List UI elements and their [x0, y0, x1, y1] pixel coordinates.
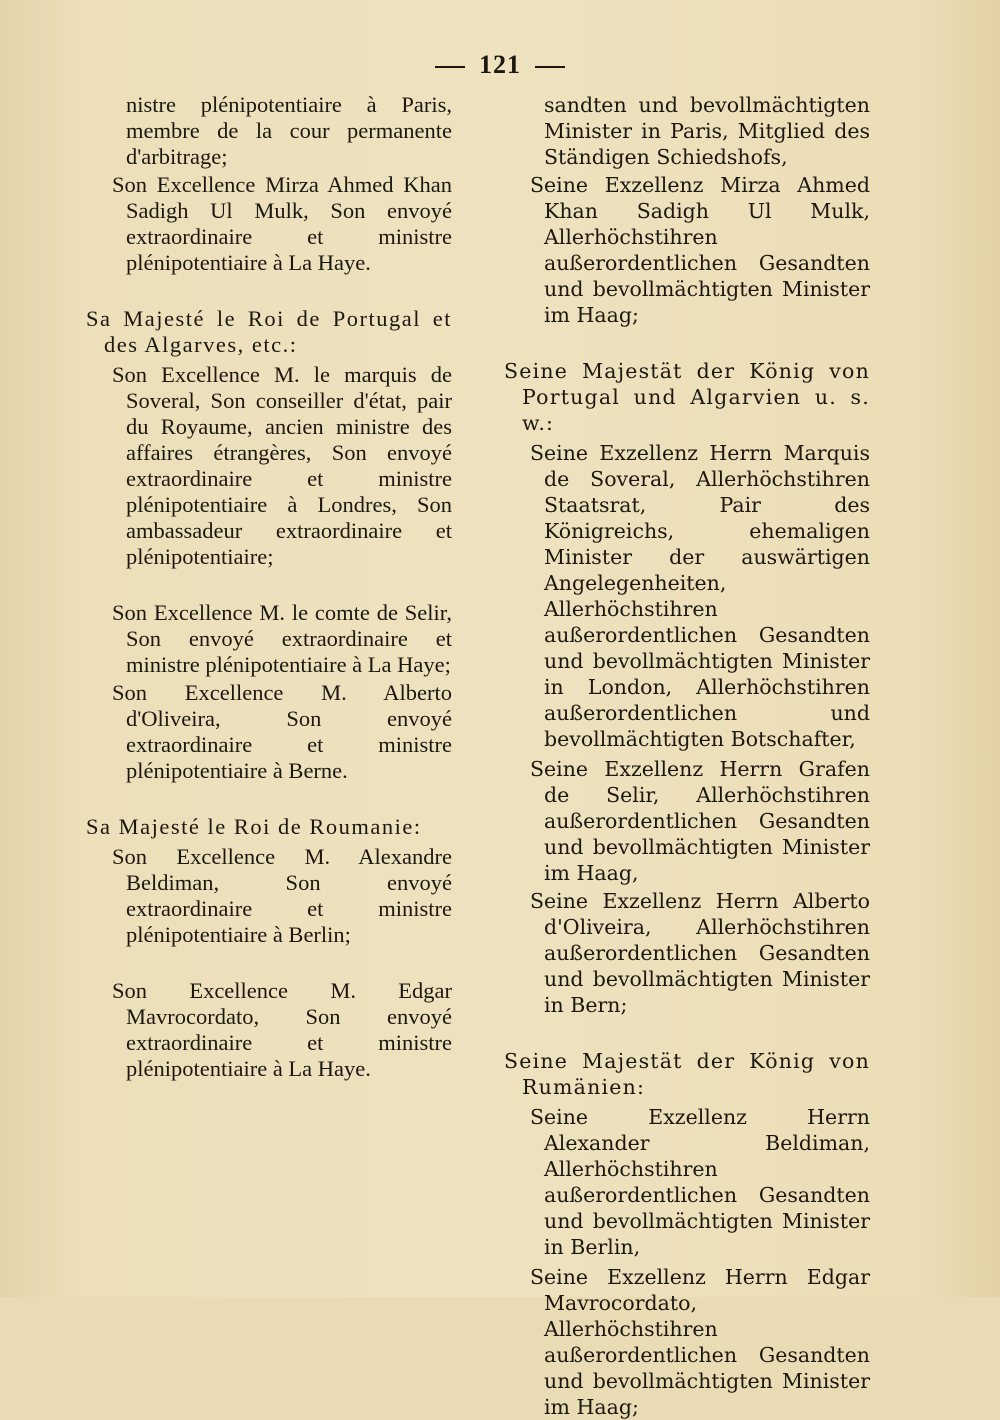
de-plenipotentiary-entry: Seine Exzellenz Herrn Edgar Mavrocordato, Allerhöchstihren außerordentlichen Gesandten und bevollmächtigten Minister im Haag;	[530, 1265, 870, 1419]
de-sovereign-heading: Seine Majestät der König von Rumänien:	[504, 1049, 870, 1099]
header-dash-left	[435, 66, 465, 68]
de-plenipotentiary-entry: Seine Exzellenz Herrn Alexander Beldiman, Allerhöchstihren außerordentlichen Gesandten und bevollmächtigten Minister in Berlin,	[530, 1105, 870, 1259]
fr-sovereign-heading: Sa Majesté le Roi de Portugal et des Algarves, etc.:	[86, 306, 452, 357]
de-plenipotentiary-entry: Seine Exzellenz Mirza Ahmed Khan Sadigh Ul Mulk, Allerhöchstihren außerordentlichen Gesandten und bevollmächtigten Minister im Haag;	[530, 173, 870, 327]
fr-paragraph: nistre plénipotentiaire à Paris, membre de la cour permanente d'arbitrage;	[126, 92, 452, 169]
fr-plenipotentiary-entry: Son Excellence M. le marquis de Soveral, Son conseiller d'état, pair du Royaume, ancien ministre des affaires étrangères, Son envoyé extraordinaire et ministre plénipotentiaire à Londres, Son ambassadeur extraordinaire et plénipotentiaire;	[112, 362, 452, 569]
fr-plenipotentiary-entry: Son Excellence M. Edgar Mavrocordato, Son envoyé extraordinaire et ministre plénipotentiaire à La Haye.	[112, 978, 452, 1081]
de-sovereign-heading: Seine Majestät der König von Portugal und Algarvien u. s. w.:	[504, 359, 870, 435]
de-plenipotentiary-entry: Seine Exzellenz Herrn Marquis de Soveral, Allerhöchstihren Staatsrat, Pair des Königreichs, ehemaligen Minister der auswärtigen Angelegenheiten, Allerhöchstihren außerordentlichen Gesandten und bevollmächtigten Minister in London, Allerhöchstihren außerordentlichen und bevollmächtigten Botschafter,	[530, 441, 870, 751]
page-number: 121	[479, 50, 521, 79]
header-dash-right	[535, 66, 565, 68]
fr-plenipotentiary-entry: Son Excellence M. le comte de Selir, Son envoyé extraordinaire et ministre plénipotentiaire à La Haye;	[112, 600, 452, 677]
fr-plenipotentiary-entry: Son Excellence M. Alberto d'Oliveira, Son envoyé extraordinaire et ministre plénipotentiaire à Berne.	[112, 680, 452, 783]
german-column	[504, 92, 870, 1420]
de-plenipotentiary-entry: Seine Exzellenz Herrn Grafen de Selir, Allerhöchstihren außerordentlichen Gesandten und bevollmächtigten Minister im Haag,	[530, 757, 870, 885]
page-header	[0, 50, 1000, 80]
de-plenipotentiary-entry: Seine Exzellenz Herrn Alberto d'Oliveira, Allerhöchstihren außerordentlichen Gesandten und bevollmächtigten Minister in Bern;	[530, 889, 870, 1017]
fr-plenipotentiary-entry: Son Excellence Mirza Ahmed Khan Sadigh Ul Mulk, Son envoyé extraordinaire et ministre plénipotentiaire à La Haye.	[112, 172, 452, 275]
de-paragraph: sandten und bevollmächtigten Minister in Paris, Mitglied des Ständigen Schiedshofs,	[544, 93, 870, 169]
fr-sovereign-heading: Sa Majesté le Roi de Roumanie:	[86, 814, 422, 839]
fr-plenipotentiary-entry: Son Excellence M. Alexandre Beldiman, Son envoyé extraordinaire et ministre plénipotentiaire à Berlin;	[112, 844, 452, 947]
french-column	[86, 92, 452, 1082]
